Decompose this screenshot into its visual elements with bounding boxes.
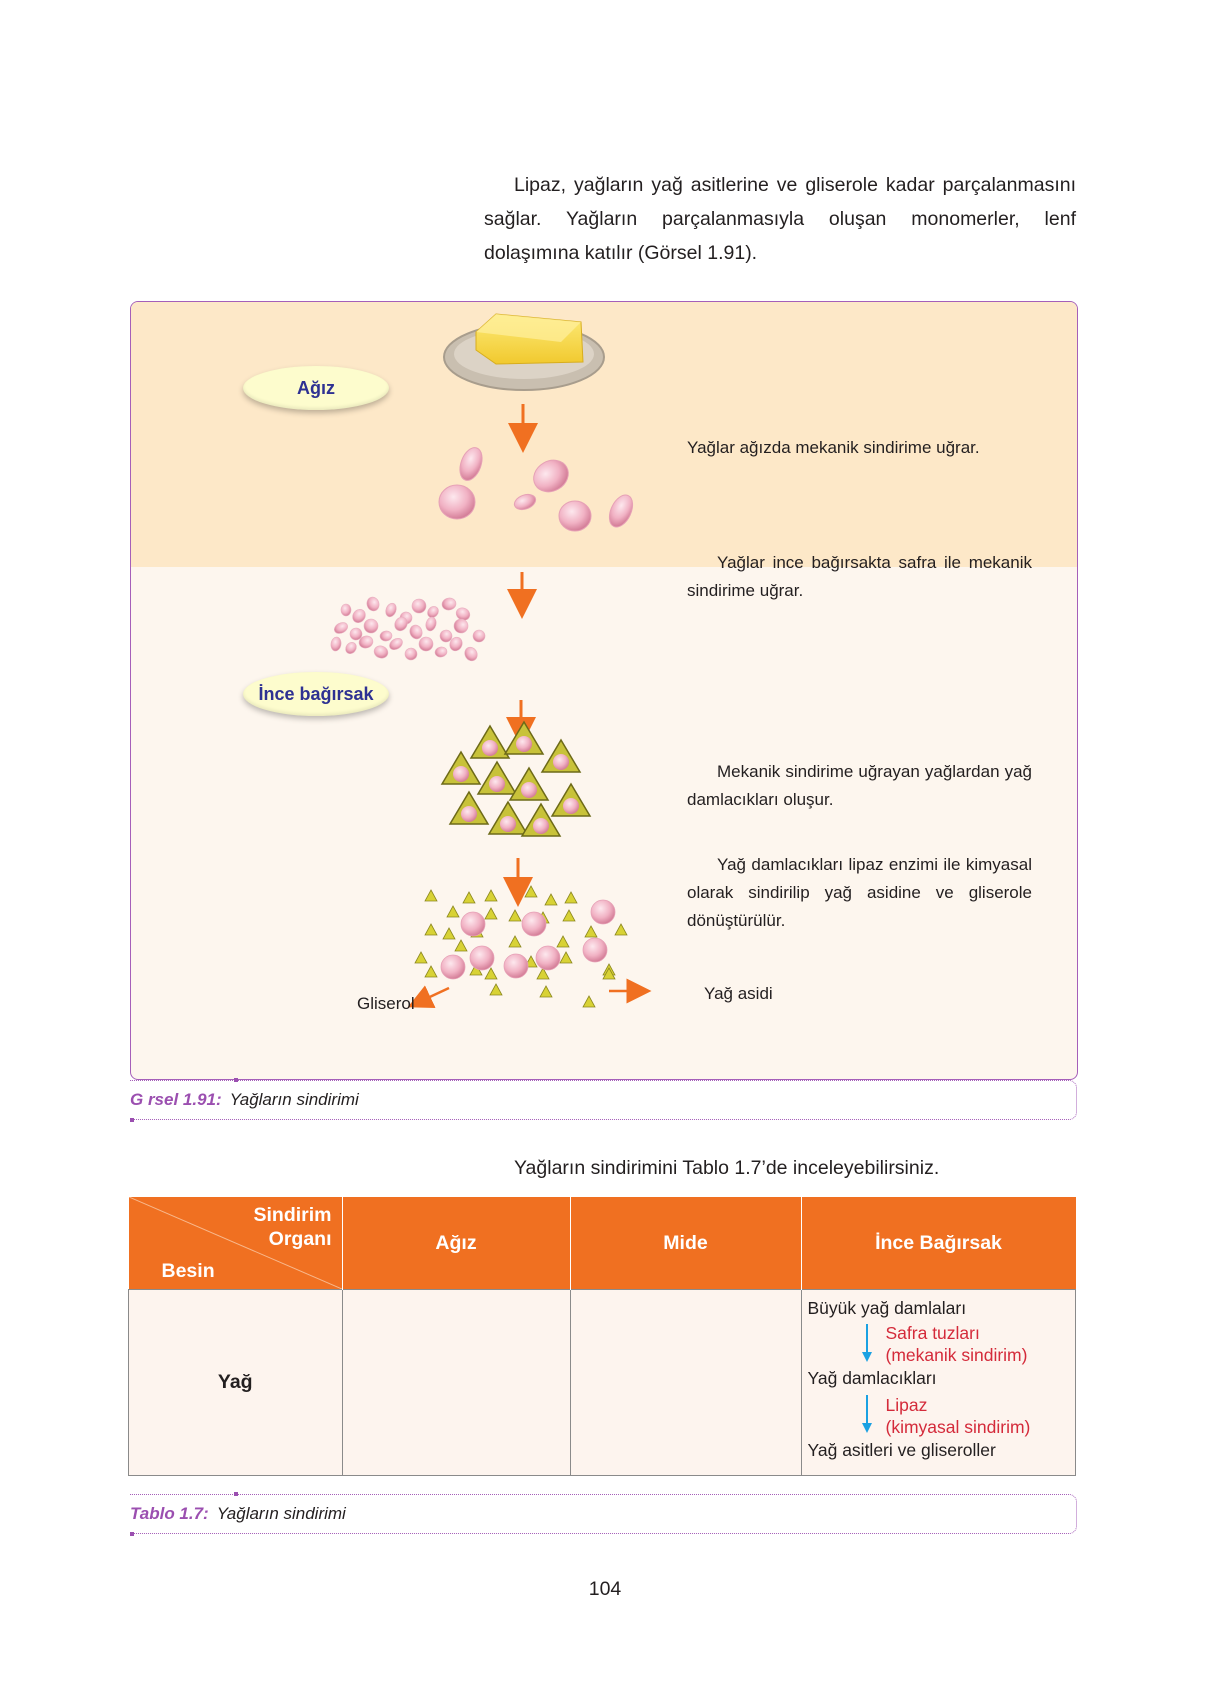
corner-bottom-label: Besin xyxy=(161,1260,215,1282)
table-intro-text: Yağların sindirimini Tablo 1.7’de inceleyebilirsiniz. xyxy=(514,1157,940,1179)
row-label-fat: Yağ xyxy=(129,1290,343,1476)
intro-paragraph: Lipaz, yağların yağ asitlerine ve gliserole kadar parçalanmasını sağlar. Yağların parçalanmasıyla oluşan monomerler, lenf dolaşımına katılır (Görsel 1.91). xyxy=(484,174,1076,264)
table-corner-header xyxy=(129,1197,343,1290)
step-3-text: Mekanik sindirime uğrayan yağlardan yağ damlacıkları oluşur. xyxy=(687,762,1032,809)
table-caption-number: Tablo 1.7: xyxy=(130,1504,209,1523)
small-fat-pieces xyxy=(330,596,488,663)
corner-top-line-1: Sindirim xyxy=(253,1204,332,1226)
agent-lipase-type: (kimyasal sindirim) xyxy=(885,1417,1031,1437)
blue-arrow-icon xyxy=(860,1395,874,1435)
step-fatty-acids-glycerol: Yağ asitleri ve gliseroller xyxy=(807,1440,996,1460)
column-header-small-intestine: İnce Bağırsak xyxy=(801,1197,1076,1290)
corner-top-line-2: Organı xyxy=(268,1228,332,1250)
mouth-label: Ağız xyxy=(243,366,389,410)
digestion-table xyxy=(128,1197,1076,1476)
cell-mouth xyxy=(342,1290,570,1476)
blue-arrow-icon xyxy=(860,1324,874,1364)
table-row xyxy=(129,1290,1076,1476)
butter-dish-image xyxy=(444,314,604,390)
small-intestine-label: İnce bağırsak xyxy=(243,672,389,716)
figure-caption-text: Yağların sindirimi xyxy=(229,1090,359,1109)
step-large-droplets: Büyük yağ damlaları xyxy=(807,1298,967,1318)
column-header-mouth: Ağız xyxy=(342,1197,570,1290)
page-number: 104 xyxy=(588,1578,622,1600)
agent-bile-salts-type: (mekanik sindirim) xyxy=(885,1345,1028,1365)
large-fat-pieces xyxy=(439,445,637,531)
figure-caption xyxy=(130,1080,1077,1120)
fatty-acid-label: Yağ asidi xyxy=(704,984,773,1003)
digestion-figure xyxy=(130,301,1078,1080)
step-small-droplets: Yağ damlacıkları xyxy=(807,1368,937,1388)
column-header-stomach: Mide xyxy=(570,1197,801,1290)
cell-small-intestine xyxy=(801,1290,1076,1476)
agent-bile-salts: Safra tuzları xyxy=(885,1323,980,1343)
glycerol-label: Gliserol xyxy=(357,994,415,1013)
step-2-text: Yağlar ince bağırsakta safra ile mekanik sindirime uğrar. xyxy=(687,553,1032,600)
step-1-text: Yağlar ağızda mekanik sindirime uğrar. xyxy=(687,438,980,457)
agent-lipase: Lipaz xyxy=(885,1395,928,1415)
step-4-text: Yağ damlacıkları lipaz enzimi ile kimyasal olarak sindirilip yağ asidine ve gliserole dönüştürülür. xyxy=(687,855,1032,930)
fat-droplets xyxy=(442,722,590,836)
figure-caption-number: G rsel 1.91: xyxy=(130,1090,222,1109)
cell-stomach xyxy=(570,1290,801,1476)
table-caption xyxy=(130,1494,1077,1534)
glycerol-arrow xyxy=(419,988,449,1002)
table-caption-text: Yağların sindirimi xyxy=(216,1504,346,1523)
